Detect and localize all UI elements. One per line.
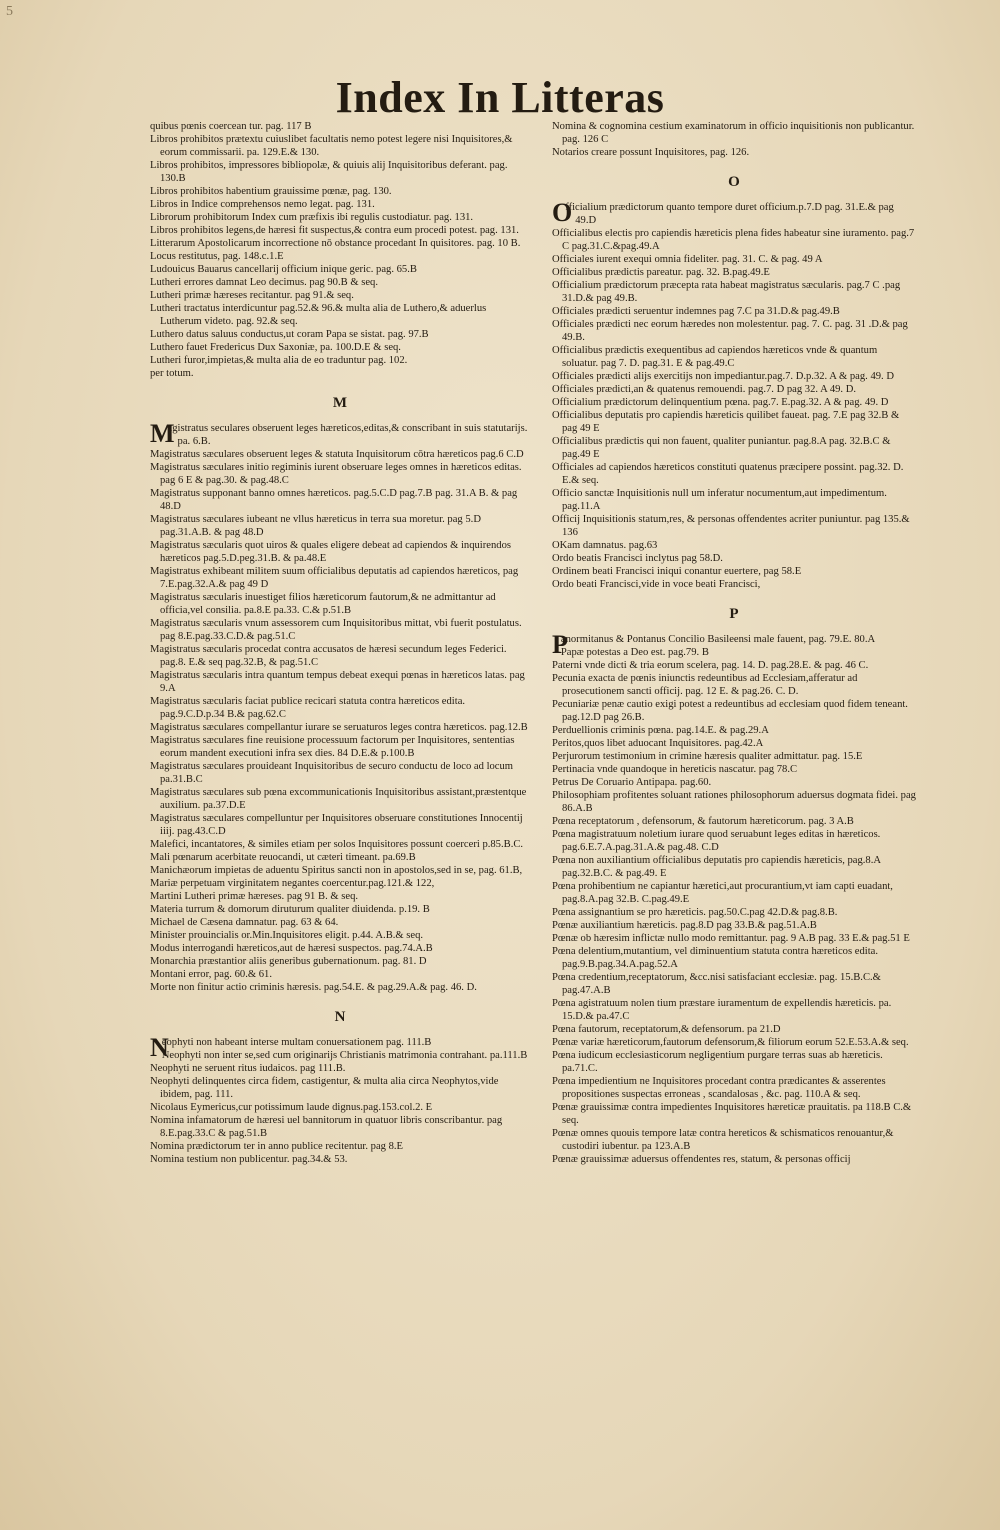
index-entry: Materia turrum & domorum diruturum qualiter diuidenda. p.19. B — [150, 904, 430, 915]
index-entry: Magistratus sæculares initio regiminis iurent obseruare leges omnes in hæreticos editas. pag 6 E & pag.30. & pag.48.C — [150, 462, 522, 486]
index-entry: Magistratus sæcularis quot uiros & quales eligere debeat ad capiendos & inquirendos hæreticos pag.5.D.peg.31.B. & pa.48.E — [150, 540, 511, 564]
index-entry: Morte non finitur actio criminis hæresis. pag.54.E. & pag.29.A.& pag. 46. D. — [150, 982, 477, 993]
index-entry: Malefici, incantatores, & similes etiam per solos Inquisitores possunt coerceri p.85.B.C. — [150, 839, 524, 850]
index-entry: Magistratus sæculares compelluntur per Inquisitores obseruare constitutiones Innocentij iiij. pag.43.C.D — [150, 813, 523, 837]
index-entry: Neophyti non inter se,sed cum originarijs Christianis matrimonia contrahant. pa.111.B — [161, 1050, 528, 1061]
index-entry: Officiales prædicti nec eorum hæredes non molestentur. pag. 7. C. pag. 31 .D.& pag 49.B. — [552, 319, 908, 343]
index-entry: Pœnæ variæ hæreticorum,fautorum defensorum,& filiorum eorum 52.E.53.A.& seq. — [552, 1037, 909, 1048]
index-entry: Panormitanus & Pontanus Concilio Basileensi male fauent, pag. 79.E. 80.A — [552, 630, 876, 659]
entries-L — [150, 120, 530, 380]
section-letter-P: P — [729, 606, 739, 622]
index-entry: Neophyti non habeant interse multam conuersationem pag. 111.B — [150, 1033, 432, 1062]
index-entry: Pertinacia vnde quandoque in hereticis nascatur. pag 78.C — [552, 764, 798, 775]
index-entry: Pœna receptatorum , defensorum, & fautorum hæreticorum. pag. 3 A.B — [552, 816, 854, 827]
index-entry: Magistratus sæculares fine reuisione processuum factorum per Inquisitores, sententias eorum mandent executioni infra sex dies. 84 D.E.& p.100.B — [150, 735, 515, 759]
index-entry: Ordo beati Francisci,vide in voce beati Francisci, — [552, 579, 761, 590]
index-entry: Officiales prædicti,an & quatenus remouendi. pag.7. D pag 32. A 49. D. — [552, 384, 857, 395]
index-entry: Pœna fautorum, receptatorum,& defensorum. pa 21.D — [552, 1024, 781, 1035]
index-entry: Officialibus prædictis qui non fauent, qualiter puniantur. pag.8.A pag. 32.B.C & pag.49 E — [552, 436, 891, 460]
index-entry: Pœna iudicum ecclesiasticorum negligentium purgare terras suas ab hæreticis. pa.71.C. — [552, 1050, 883, 1074]
index-entry: Modus interrogandi hæreticos,aut de hæresi suspectos. pag.74.A.B — [150, 943, 433, 954]
index-entry: Libros prohibitos prætextu cuiuslibet facultatis nemo potest legere nisi Inquisitores,& eorum commissarii. pa. 129.E.& 130. — [150, 134, 513, 158]
section-letter-M: M — [332, 395, 348, 411]
index-entry: Pœnæ grauissimæ contra impedientes Inquisitores hæreticæ prauitatis. pa 118.B C.& seq. — [552, 1102, 912, 1126]
index-entry: Officialium prædictorum præcepta rata habeat magistratus sæcularis. pag.7 C .pag 31.D.& pag 49.B. — [552, 280, 901, 304]
index-entry: Magistratus sæcularis faciat publice recicari statuta contra hæreticos edita. pag.9.C.D.p.34 B.& pag.62.C — [150, 696, 466, 720]
index-entry: Martini Lutheri primæ hæreses. pag 91 B. & seq. — [150, 891, 359, 902]
index-entry: Pœna delentium,mutantium, vel diminuentium statuta contra hæreticos edita. pag.9.B.pag.34.A.pag.52.A — [552, 946, 878, 970]
page-title: Index In Litteras — [335, 73, 665, 122]
index-entry: Libros in Indice comprehensos nemo legat. pag. 131. — [150, 199, 375, 210]
index-entry: Magistratus sæculares compellantur iurare se seruaturos leges contra hæreticos. pag.12.B — [150, 722, 528, 733]
index-entry: Magistratus seculares obseruent leges hæreticos,editas,& conscribant in suis statutarijs. pa. 6.B. — [150, 419, 528, 448]
index-entry: Minister prouincialis or.Min.Inquisitores eligit. p.44. A.B.& seq. — [150, 930, 424, 941]
entries-N-continued — [552, 120, 916, 159]
index-entry: Magistratus exhibeant militem suum officialibus deputatis ad capiendos hæreticos, pag 7.E.pag.32.A.& pag 49 D — [150, 566, 519, 590]
index-entry: Nicolaus Eymericus,cur potissimum laude dignus.pag.153.col.2. E — [150, 1102, 433, 1113]
index-entry: Ordo beatis Francisci inclytus pag 58.D. — [552, 553, 723, 564]
index-entry: Pœna impedientium ne Inquisitores procedant contra prædicantes & asserentes propositiones suspectas erroneas , scandalosas , &c. pag. 110.A & seq. — [552, 1076, 886, 1100]
index-entry: Locus restitutus, pag. 148.c.1.E — [150, 251, 284, 262]
index-entry: Pœna agistratuum nolen tium præstare iuramentum de expellendis hæreticis. pa. 15.D.& pa.47.C — [552, 998, 892, 1022]
index-entry: Lutheri errores damnat Leo decimus. pag 90.B & seq. — [150, 277, 378, 288]
index-entry: Officialibus deputatis pro capiendis hæreticis quilibet faueat. pag. 7.E pag 32.B & pag 49 E — [552, 410, 900, 434]
left-column — [150, 120, 530, 1166]
index-entry: Libros prohibitos, impressores bibliopolæ, & quiuis alij Inquisitoribus deferant. pag. 130.B — [150, 160, 508, 184]
index-entry: Pecuniariæ penæ cautio exigi potest a redeuntibus ad ecclesiam quod fidem teneant. pag.12.D pag 26.B. — [552, 699, 908, 723]
right-column — [552, 120, 916, 1166]
index-entry: Lutheri primæ hæreses recitantur. pag 91.& seq. — [150, 290, 354, 301]
index-entry: Magistratus sæculares prouideant Inquisitoribus de securo conductu de loco ad locum pa.31.B.C — [150, 761, 514, 785]
index-entry: Luthero datus saluus conductus,ut coram Papa se sistat. pag. 97.B — [150, 329, 429, 340]
index-entry: Officialium prædictorum quanto tempore duret officium.p.7.D pag. 31.E.& pag 49.D — [552, 198, 894, 227]
index-entry: Manichæorum impietas de aduentu Spiritus sancti non in apostolos,sed in se, pag. 61.B, — [150, 865, 523, 876]
index-entry: Perduellionis criminis pœna. pag.14.E. & pag.29.A — [552, 725, 769, 736]
entries-P — [552, 630, 916, 1166]
index-entry: Lutheri furor,impietas,& multa alia de eo traduntur pag. 102. — [150, 355, 408, 366]
index-entry: Monarchia præstantior aliis generibus gubernationum. pag. 81. D — [150, 956, 427, 967]
index-entry: Officiales prædicti seruentur indemnes pag 7.C pa 31.D.& pag.49.B — [552, 306, 840, 317]
index-entry: Pœnæ auxiliantium hæreticis. pag.8.D pag 33.B.& pag.51.A.B — [552, 920, 817, 931]
index-entry: Pœnæ omnes quouis tempore latæ contra hereticos & schismaticos renouantur,& custodiri iubentur. pa 123.A.B — [552, 1128, 894, 1152]
index-entry: Officialibus electis pro capiendis hæreticis plena fides habeatur sine iuramento. pag.7 C pag.31.C.&pag.49.A — [552, 228, 915, 252]
index-entry: Officialibus prædictis exequentibus ad capiendos hæreticos vnde & quantum soluatur. pag 7. D. pag.31. E & pag.49.C — [552, 345, 878, 369]
section-letter-N: N — [334, 1009, 346, 1025]
entries-N — [150, 1033, 530, 1166]
index-entry: Papæ potestas a Deo est. pag.79. B — [560, 647, 709, 658]
section-letter-O: O — [728, 174, 740, 190]
index-entry: Peritos,quos libet aduocant Inquisitores. pag.42.A — [552, 738, 764, 749]
index-entry: Magistratus sæcularis intra quantum tempus debeat exequi pœnas in hæreticos latas. pag 9.A — [150, 670, 525, 694]
index-entry: Perjurorum testimonium in crimine hæresis qualiter admittatur. pag. 15.E — [552, 751, 863, 762]
index-entry: OKam damnatus. pag.63 — [552, 540, 658, 551]
index-entry: Magistratus supponant banno omnes hæreticos. pag.5.C.D pag.7.B pag. 31.A B. & pag 48.D — [150, 488, 518, 512]
index-entry: Libros prohibitos legens,de hæresi fit suspectus,& contra eum procedi potest. pag. 131. — [150, 225, 519, 236]
index-entry: Officialibus prædictis pareatur. pag. 32. B.pag.49.E — [552, 267, 770, 278]
index-entry: Nomina & cognomina cestium examinatorum in officio inquisitionis non publicantur. pag. 126 C — [552, 121, 915, 145]
index-entry: Pecunia exacta de pœnis iniunctis redeuntibus ad Ecclesiam,afferatur ad prosecutionem sancti officij. pag. 12 E. & pag.26. C. D. — [552, 673, 858, 697]
index-entry: Pœna prohibentium ne capiantur hæretici,aut procurantium,vt iam capti euadant, pag.8.A.pag 32.B. C.pag.49.E — [552, 881, 893, 905]
index-entry: Petrus De Coruario Antipapa. pag.60. — [552, 777, 712, 788]
index-entry: Michael de Cæsena damnatur. pag. 63 & 64. — [150, 917, 339, 928]
index-entry: Montani error, pag. 60.& 61. — [150, 969, 272, 980]
index-entry: Ludouicus Bauarus cancellarij officium inique geric. pag. 65.B — [150, 264, 417, 275]
index-entry: quibus pœnis coercean tur. pag. 117 B — [150, 121, 312, 132]
index-entry: Magistratus sæculares sub pœna excommunicationis Inquisitoribus assistant,præstentque auxilium. pa.37.D.E — [150, 787, 527, 811]
index-entry: Magistratus sæculares iubeant ne vllus hæreticus in terra sua moretur. pag 5.D pag.31.A.B. & pag 48.D — [150, 514, 481, 538]
index-entry: Notarios creare possunt Inquisitores, pag. 126. — [552, 147, 750, 158]
index-entry: Libros prohibitos habentium grauissime pœnæ, pag. 130. — [150, 186, 392, 197]
index-entry: Officij Inquisitionis statum,res, & personas offendentes acriter puniuntur. pag 135.& 136 — [552, 514, 910, 538]
entries-O — [552, 198, 916, 591]
index-entry: Nomina prædictorum ter in anno publice recitentur. pag 8.E — [150, 1141, 404, 1152]
index-entry: Officiales prædicti alijs exercitijs non impediantur.pag.7. D.p.32. A & pag. 49. D — [552, 371, 894, 382]
index-entry: Paterni vnde dicti & tria eorum scelera, pag. 14. D. pag.28.E. & pag. 46 C. — [552, 660, 869, 671]
index-entry: Philosophiam profitentes soluant rationes philosophorum aduersus dogmata fidei. pag 86.A.B — [552, 790, 916, 814]
index-entry: Mariæ perpetuam virginitatem negantes coercentur.pag.121.& 122, — [150, 878, 435, 889]
index-entry: Pœna magistratuum noletium iurare quod seruabunt leges editas in hæreticos. pag.6.E.7.A.pag.31.A.& pag.48. C.D — [552, 829, 881, 853]
index-entry: Neophyti ne seruent ritus iudaicos. pag 111.B. — [150, 1063, 346, 1074]
index-entry: Librorum prohibitorum Index cum præfixis ibi regulis custodiatur. pag. 131. — [150, 212, 474, 223]
index-entry: Pœnæ ob hæresim inflictæ nullo modo remittantur. pag. 9 A.B pag. 33 E.& pag.51 E — [552, 933, 910, 944]
index-entry: Ordinem beati Francisci iniqui conantur euertere, pag 58.E — [552, 566, 802, 577]
index-entry: Pœnæ grauissimæ aduersus offendentes res, statum, & personas officij — [552, 1154, 851, 1165]
index-entry: Litterarum Apostolicarum incorrectione nō obstance procedant In quisitores. pag. 10 B. — [150, 238, 521, 249]
index-entry: per totum. — [150, 368, 194, 379]
corner-mark: 5 — [6, 4, 13, 19]
index-entry: Magistratus sæcularis inuestiget filios hæreticorum fautorum,& ne admittantur ad officia,vel consilia. pa.8.E pa.33. C.& p.51.B — [150, 592, 496, 616]
index-entry: Magistratus sæcularis vnum assessorem cum Inquisitoribus mittat, vbi fuerit postulatus. pag 8.E.pag.33.C.D.& pag.51.C — [150, 618, 522, 642]
index-entry: Pœna non auxiliantium officialibus deputatis pro capiendis hæreticis, pag.8.A pag.32.B.C. & pag.49. E — [552, 855, 881, 879]
entries-M — [150, 419, 530, 994]
index-entry: Pœna credentium,receptatorum, &cc.nisi satisfaciant ecclesiæ. pag. 15.B.C.& pag.47.A.B — [552, 972, 881, 996]
index-entry: Officio sanctæ Inquisitionis null um inferatur nocumentum,aut impedimentum. pag.11.A — [552, 488, 887, 512]
index-entry: Luthero fauet Fredericus Dux Saxoniæ, pa. 100.D.E & seq. — [150, 342, 401, 353]
index-entry: Neophyti delinquentes circa fidem, castigentur, & multa alia circa Neophytos,vide ibidem, pag. 111. — [150, 1076, 499, 1100]
index-entry: Officialium prædictorum delinquentium pœna. pag.7. E.pag.32. A & pag. 49. D — [552, 397, 889, 408]
index-entry: Lutheri tractatus interdicuntur pag.52.& 96.& multa alia de Luthero,& aduerlus Lutherum videto. pag. 92.& seq. — [150, 303, 487, 327]
index-entry: Magistratus sæculares obseruent leges & statuta Inquisitorum cōtra hæreticos pag.6 C.D — [150, 449, 524, 460]
index-entry: Officiales iurent exequi omnia fideliter. pag. 31. C. & pag. 49 A — [552, 254, 823, 265]
index-entry: Magistratus sæcularis procedat contra accusatos de hæresi secundum leges Federici. pag.8. E.& seq pag.32.B, & pag.51.C — [150, 644, 507, 668]
index-entry: Nomina testium non publicentur. pag.34.& 53. — [150, 1154, 348, 1165]
index-entry: Pœna assignantium se pro hæreticis. pag.50.C.pag 42.D.& pag.8.B. — [552, 907, 838, 918]
index-entry: Nomina infamatorum de hæresi uel bannitorum in quatuor libris conscribantur. pag 8.E.pag.33.C & pag.51.B — [150, 1115, 503, 1139]
index-entry: Mali pœnarum acerbitate reuocandi, ut cæteri timeant. pa.69.B — [150, 852, 416, 863]
index-entry: Officiales ad capiendos hæreticos constituti quatenus præcipere possint. pag.32. D. E.& seq. — [552, 462, 904, 486]
